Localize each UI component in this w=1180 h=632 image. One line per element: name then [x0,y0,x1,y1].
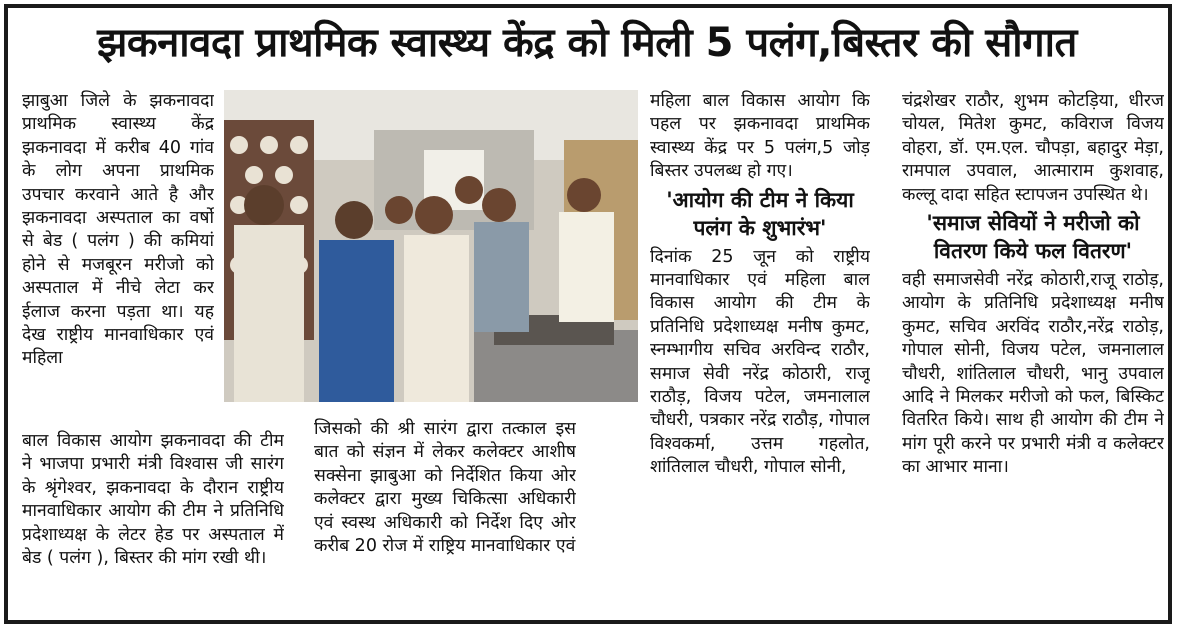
column-1-bottom-text: बाल विकास आयोग झकनावदा की टीम ने भाजपा प्रभारी मंत्री विश्वास जी सारंग के श्रृंगेश्वर, झकनावदा के दौरान राष्ट्रीय मानवाधिकार आयोग की टीम ने प्रतिनिधि प्रदेशाध्यक्ष के लेटर हेड पर अस्पताल में बेड ( पलंग ), बिस्तर की मांग रखी थी। [22,431,284,569]
headline: झकनावदा प्राथमिक स्वास्थ्य केंद्र को मिली 5 पलंग,बिस्तर की सौगात [97,20,1077,66]
column-1-top [22,90,214,418]
news-photo [224,90,638,402]
column-2-bottom [314,418,576,618]
column-3-top-text: महिला बाल विकास आयोग कि पहल पर झकनावदा प्राथमिक स्वास्थ्य केंद्र पर 5 पलंग,5 जोड़ बिस्तर उपलब्ध हो गए। [650,91,870,182]
column-4 [902,90,1164,618]
column-4-top-text: चंद्रशेखर राठौर, शुभम कोटड़िया, धीरज चोयल, मितेश कुमट, कविराज विजय वोहरा, डॉ. एम.एल. चौपड़ा, बहादुर मेड़ा, रामपाल उपवाल, आत्माराम कुशवाह, कल्लू दादा सहित स्टापजन उपस्थित थे। [902,91,1164,205]
column-2-bottom-text: जिसको की श्री सारंग द्वारा तत्काल इस बात को संज्ञन में लेकर कलेक्टर आशीष सक्सेना झाबुआ को निर्देशित किया ओर कलेक्टर द्वारा मुख्य चिकित्सा अधिकारी एवं स्वस्थ अधिकारी को निर्देश दिए ओर करीब 20 रोज में राष्ट्रिय मानवाधिकार एवं [314,419,576,557]
column-3-body-text: दिनांक 25 जून को राष्ट्रीय मानवाधिकार एवं महिला बाल विकास आयोग की टीम के प्रतिनिधि प्रदेशाध्यक्ष मनीष कुमट, स्नम्भागीय सचिव अरविन्द राठौर, समाज सेवी नरेंद्र कोठारी, राजू राठौड़, विजय पटेल, जमनालाल चौधरी, पत्रकार नरेंद्र राठौड़, गोपाल विश्वकर्मा, उत्तम गहलोत, शांतिलाल चौधरी, गोपाल सोनी, [650,246,870,478]
column-3-subheading: 'आयोग की टीम ने किया पलंग के शुभारंभ' [666,187,854,240]
column-3 [650,90,870,618]
photo-illustration [224,90,638,402]
column-1-top-text: झाबुआ जिले के झकनावदा प्राथमिक स्वास्थ्य केंद्र झकनावदा में करीब 40 गांव के लोग अपना प्राथमिक उपचार करवाने आते है और झकनावदा अस्पताल का वर्षो से बेड ( पलंग ) की कमियां होने से मजबूरन मरीजो को अस्पताल में नीचे लेटा कर ईलाज करना पड़ता था। यह देख राष्ट्रीय मानवाधिकार एवं महिला [22,91,214,369]
column-4-subheading: 'समाज सेवियों ने मरीजो को वितरण किये फल वितरण' [926,211,1140,264]
column-4-body-text: वही समाजसेवी नरेंद्र कोठारी,राजू राठोड़, आयोग के प्रतिनिधि प्रदेशाध्यक्ष मनीष कुमट, सचिव अरविंद राठौर,नरेंद्र राठोड़, गोपाल सोनी, विजय पटेल, जमनालाल चौधरी, शांतिलाल चौधरी, भानु उपवाल आदि ने मिलकर मरीजो को फल, बिस्किट वितरित किये। साथ ही आयोग की टीम ने मांग पूरी करने पर प्रभारी मंत्री व कलेक्टर का आभार माना। [902,270,1164,478]
column-1-bottom [22,430,284,618]
